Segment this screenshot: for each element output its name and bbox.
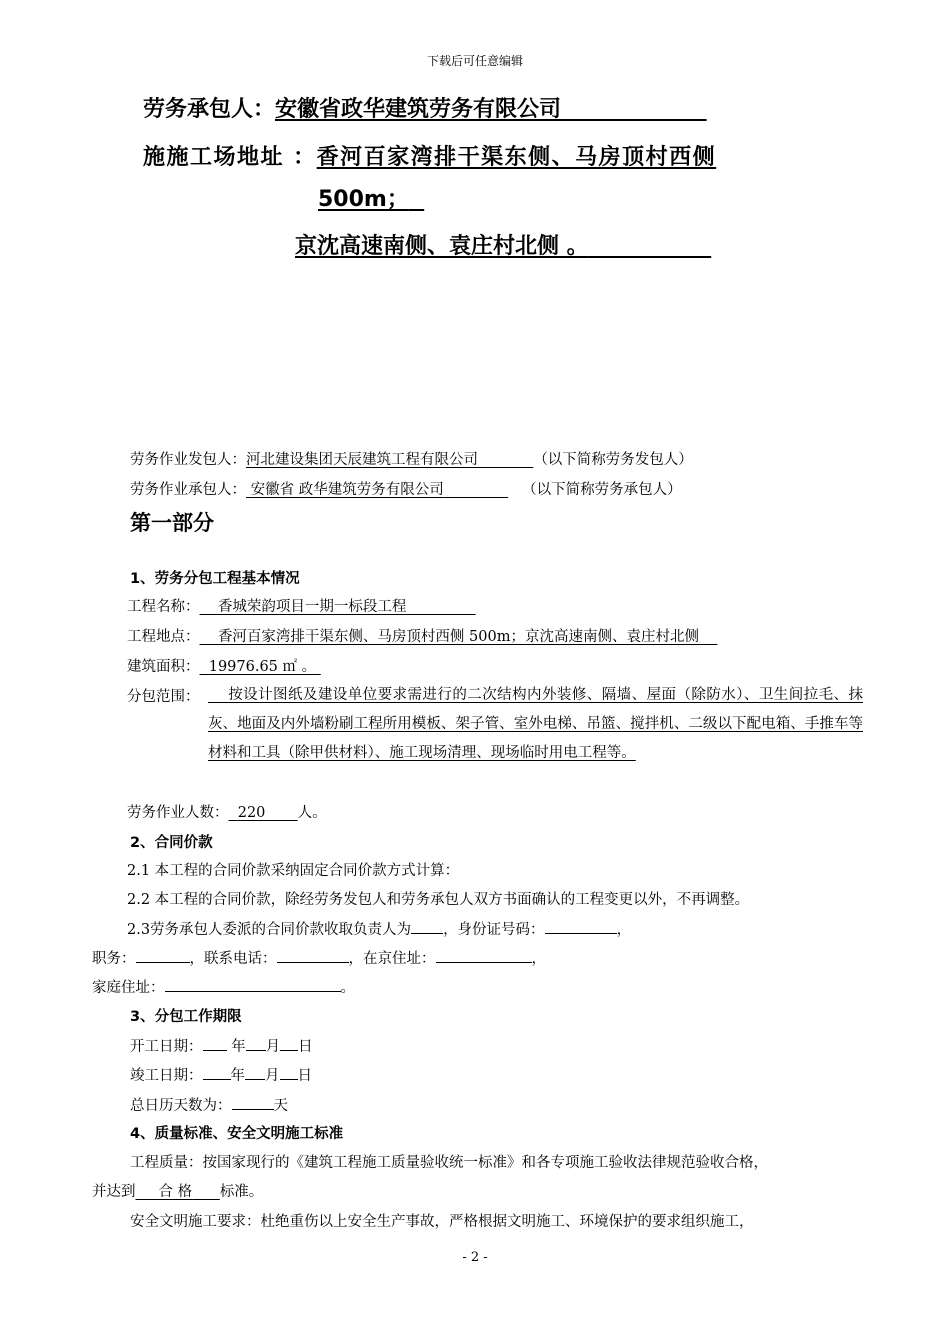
safety-p: 安全文明施工要求：杜绝重伤以上安全生产事故，严格根据文明施工、环境保护的要求组织施工， (130, 1214, 754, 1230)
contractor-label: 劳务作业承包人： (130, 482, 246, 498)
section3-title: 3、分包工作期限 (130, 1009, 242, 1025)
blank-phone[interactable] (277, 946, 349, 963)
blank-end-year[interactable] (203, 1063, 231, 1080)
cover-site-value-1: 香河百家湾排干渠东侧、马房顶村西侧 (316, 145, 717, 170)
project-name-row: 工程名称： 香城荣韵项目一期一标段工程 (127, 595, 476, 616)
price-p2: 2.2 本工程的合同价款，除经劳务发包人和劳务承包人双方书面确认的工程变更以外，不再调整。 (127, 892, 750, 908)
quality-standard-value: 合 格 (158, 1184, 193, 1200)
blank-responsible-person[interactable] (411, 917, 443, 934)
blank-home-address[interactable] (165, 975, 341, 992)
blank-start-month[interactable] (246, 1034, 266, 1051)
issuer-label: 劳务作业发包人： (130, 452, 246, 468)
price-p1: 2.1 本工程的合同价款采纳固定合同价款方式计算： (127, 863, 460, 879)
scope-label: 分包范围： (127, 689, 200, 705)
part-title: 第一部分 (130, 511, 214, 535)
cover-site-value-3: 京沈高速南侧、袁庄村北侧 。 (295, 234, 589, 259)
contractor-value: 安徽省 政华建筑劳务有限公司 (250, 482, 444, 498)
project-name-value: 香城荣韵项目一期一标段工程 (217, 599, 407, 615)
price-p5: 家庭住址： 。 (92, 975, 355, 997)
cover-contractor-line (143, 92, 707, 123)
issuer-note: （以下简称劳务发包人） (533, 452, 693, 468)
blank-end-day[interactable] (280, 1063, 298, 1080)
area-value: 19976.65 ㎡ 。 (208, 659, 317, 675)
area-row: 建筑面积： 19976.65 ㎡ 。 (127, 655, 321, 676)
issuer-value: 河北建设集团天辰建筑工程有限公司 (246, 452, 478, 468)
total-days-row: 总日历天数为： 天 (130, 1093, 288, 1115)
scope-value: 按设计图纸及建设单位要求需进行的二次结构内外装修、隔墙、屋面（除防水）、卫生间拉毛、抹灰、地面及内外墙粉刷工程所用模板、架子管、室外电梯、吊篮、搅拌机、二级以下配电箱、手推车等材料和工具（除甲供材料）、施工现场清理、现场临时用电工程等。 (208, 687, 863, 761)
blank-beijing-address[interactable] (436, 946, 532, 963)
blank-total-days[interactable] (232, 1093, 274, 1110)
section4-title: 4、质量标准、安全文明施工标准 (130, 1126, 344, 1142)
header-note: 下载后可任意编辑 (426, 54, 523, 68)
issuer-line (130, 448, 693, 469)
blank-id-number[interactable] (545, 917, 617, 934)
section2-title: 2、合同价款 (130, 835, 213, 851)
page-number: - 2 - (462, 1250, 488, 1265)
quality-p1: 工程质量：按国家现行的《建筑工程施工质量验收统一标准》和各专项施工验收法律规范验收合格， (130, 1155, 768, 1171)
end-date-row: 竣工日期： 年 月 日 (130, 1063, 312, 1085)
cover-contractor-value: 安徽省政华建筑劳务有限公司 (275, 97, 562, 122)
cover-contractor-label: 劳务承包人： (143, 97, 276, 122)
cover-site-label: 施施工场地址 ： (143, 145, 317, 170)
price-p3: 2.3劳务承包人委派的合同价款收取负责人为 ，身份证号码： ， (127, 917, 631, 939)
start-date-row: 开工日期： 年 月 日 (130, 1034, 313, 1056)
workers-row: 劳务作业人数： 220 人。 (127, 805, 327, 821)
workers-value: 220 (237, 805, 266, 821)
project-site-value: 香河百家湾排干渠东侧、马房顶村西侧 500m；京沈高速南侧、袁庄村北侧 (217, 629, 699, 645)
price-p4: 职务： ，联系电话： ，在京住址： ， (92, 946, 546, 968)
cover-site-value-2: 500m； (318, 187, 409, 212)
contractor-note: （以下简称劳务承包人） (522, 482, 682, 498)
contractor-line (130, 478, 682, 499)
blank-start-year[interactable] (203, 1034, 227, 1051)
section1-title: 1、劳务分包工程基本情况 (130, 571, 300, 587)
quality-p2: 并达到 合 格 标准。 (92, 1184, 264, 1200)
cover-site-line (143, 140, 716, 171)
blank-position[interactable] (136, 946, 190, 963)
blank-start-day[interactable] (280, 1034, 298, 1051)
project-site-row: 工程地点： 香河百家湾排干渠东侧、马房顶村西侧 500m；京沈高速南侧、袁庄村北侧 (127, 625, 717, 646)
blank-end-month[interactable] (245, 1063, 265, 1080)
